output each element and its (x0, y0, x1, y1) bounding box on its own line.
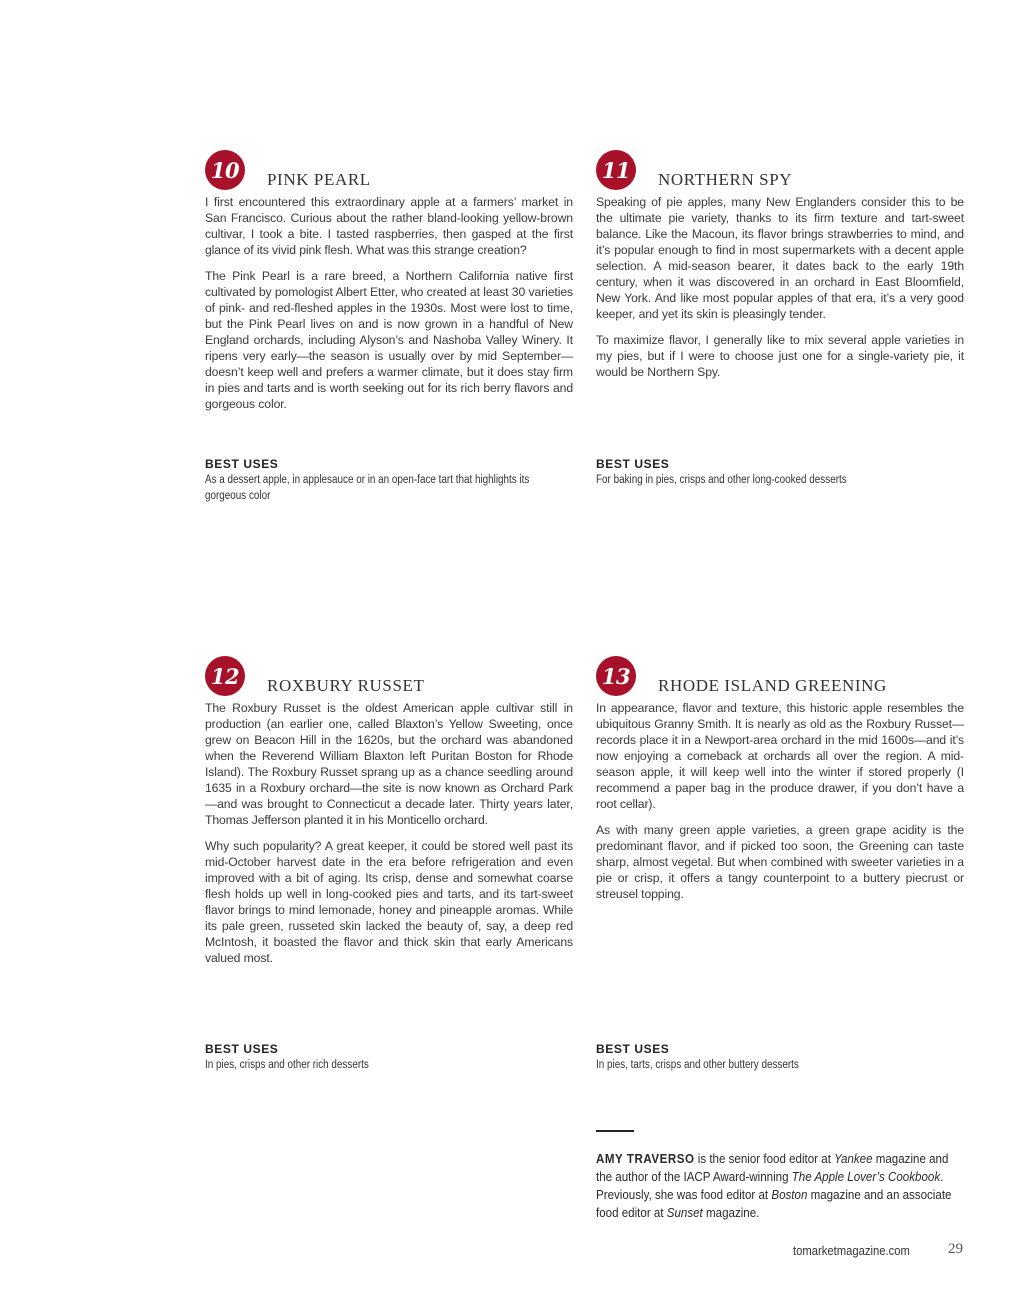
number-badge: 12 (205, 656, 245, 696)
author-name: AMY TRAVERSO (596, 1151, 695, 1166)
footer-url: tomarketmagazine.com (793, 1244, 910, 1258)
bio-text: magazine and the author of the IACP Award-winning (596, 1151, 949, 1184)
entry-title: PINK PEARL (267, 170, 371, 189)
paragraph: To maximize flavor, I generally like to mix several apple varieties in my pies, but if I were to choose just one for a single-variety pie, it would be Northern Spy. (596, 333, 964, 379)
number-badge: 13 (596, 656, 636, 696)
entry-title: NORTHERN SPY (658, 170, 793, 189)
bio-text: . Previously, she was food editor at (596, 1169, 944, 1202)
best-uses-northern-spy (596, 456, 964, 488)
bio-text: magazine and an associate food editor at (596, 1187, 952, 1220)
entry-body (205, 700, 573, 976)
best-uses-text: As a dessert apple, in applesauce or in an open-face tart that highlights its gorgeous color (205, 474, 530, 502)
best-uses-label: BEST USES (205, 457, 279, 471)
best-uses-roxbury-russet (205, 1041, 573, 1073)
bio-italic: Yankee (834, 1151, 873, 1166)
best-uses-pink-pearl (205, 456, 573, 504)
bio-italic: The Apple Lover’s Cookbook (791, 1169, 941, 1184)
paragraph: The Pink Pearl is a rare breed, a Northern California native first cultivated by pomologist Albert Etter, who created at least 30 varieties of pink- and red-fleshed apples in the 1930s. Most were lost to time, but the Pink Pearl lives on and is now grown in a handful of New England orchards, including Alyson’s and Nashoba Valley Winery. It ripens very early—the season is usually over by mid September—doesn’t keep well and prefers a warmer climate, but it does stay firm in pies and tarts and is worth seeking out for its rich berry flavors and gorgeous color. (205, 269, 573, 411)
paragraph: The Roxbury Russet is the oldest American apple cultivar still in production (an earlier one, called Blaxton’s Yellow Sweeting, once grew on Beacon Hill in the 1620s, but the orchard was abandoned when the Reverend William Blaxton left Puritan Boston for Rhode Island). The Roxbury Russet sprang up as a chance seedling around 1635 in a Roxbury orchard—the site is now known as Orchard Park—and was brought to Connecticut a decade later. Thirty years later, Thomas Jefferson planted it in his Monticello orchard. (205, 701, 573, 827)
best-uses-label: BEST USES (596, 1042, 670, 1056)
best-uses-label: BEST USES (205, 1042, 279, 1056)
entry-title: RHODE ISLAND GREENING (658, 676, 887, 695)
paragraph: Speaking of pie apples, many New Englanders consider this to be the ultimate pie variety, thanks to its firm texture and tart-sweet balance. Like the Macoun, its flavor brings strawberries to mind, and it’s popular enough to find in most supermarkets with a decent apple selection. A mid-season bearer, it dates back to the early 19th century, when it was discovered in an orchard in East Bloomfield, New York. And like most popular apples of that era, it’s a very good keeper, and yet its skin is pleasingly tender. (596, 195, 964, 321)
entry-body (596, 194, 964, 390)
author-bio (596, 1150, 961, 1222)
best-uses-text: In pies, crisps and other rich desserts (205, 1059, 369, 1071)
paragraph: Why such popularity? A great keeper, it could be stored well past its mid-October harvest date in the era before refrigeration and even improved with a bit of aging. Its crisp, dense and somewhat coarse flesh holds up well in long-cooked pies and tarts, and its tart-sweet flavor brings to mind lemonade, honey and pineapple aromas. While its pale green, russeted skin lacked the beauty of, say, a deep red McIntosh, it boasted the flavor and thick skin that early Americans valued most. (205, 839, 573, 965)
best-uses-text: In pies, tarts, crisps and other buttery desserts (596, 1059, 799, 1071)
bio-italic: Boston (771, 1187, 808, 1202)
entry-body (205, 194, 573, 422)
number-badge: 11 (596, 150, 636, 190)
bio-text: is the senior food editor at (694, 1151, 835, 1166)
bio-divider (596, 1130, 634, 1132)
best-uses-text: For baking in pies, crisps and other long-cooked desserts (596, 474, 847, 486)
entry-body (596, 700, 964, 912)
page-number: 29 (948, 1241, 963, 1257)
paragraph: As with many green apple varieties, a green grape acidity is the predominant flavor, and if picked too soon, the Greening can taste sharp, almost vegetal. But when combined with sweeter varieties in a pie or crisp, it offers a tangy counterpoint to a buttery piecrust or streusel topping. (596, 823, 964, 901)
bio-text: magazine. (702, 1205, 760, 1220)
entry-title: ROXBURY RUSSET (267, 676, 425, 695)
paragraph: In appearance, flavor and texture, this historic apple resembles the ubiquitous Granny Smith. It is nearly as old as the Roxbury Russet—records place it in a Newport-area orchard in the mid 1600s—and it’s now enjoying a comeback at orchards all over the region. A mid-season apple, it will keep well into the winter if stored properly (I recommend a paper bag in the produce drawer, if you don’t have a root cellar). (596, 701, 964, 811)
number-badge: 10 (205, 150, 245, 190)
bio-italic: Sunset (666, 1205, 703, 1220)
best-uses-label: BEST USES (596, 457, 670, 471)
best-uses-rhode-island-greening (596, 1041, 964, 1073)
paragraph: I first encountered this extraordinary apple at a farmers’ market in San Francisco. Curious about the rather bland-looking yellow-brown cultivar, I took a bite. I tasted raspberries, then gasped at the first glance of its vivid pink flesh. What was this strange creation? (205, 195, 573, 257)
